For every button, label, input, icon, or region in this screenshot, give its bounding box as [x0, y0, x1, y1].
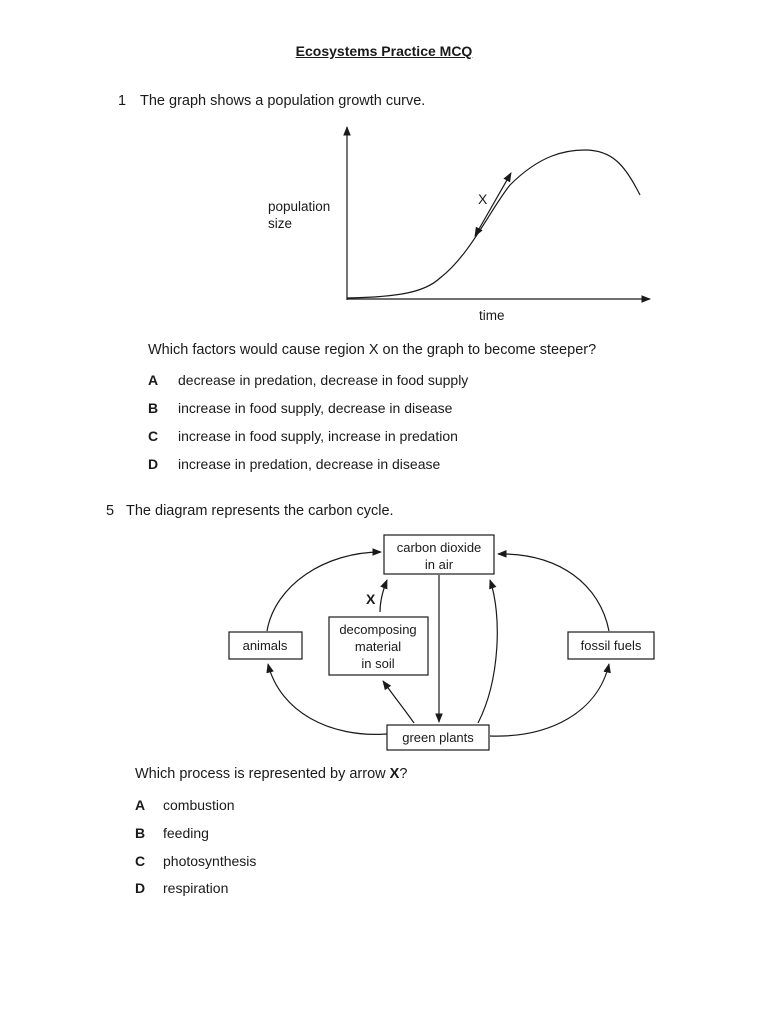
q5-question-bold: X	[389, 766, 400, 782]
q1-option-d-letter: D	[148, 456, 159, 472]
q5-question	[135, 766, 407, 782]
q5-option-d-text: respiration	[163, 880, 229, 896]
decomp-to-co2-arrow-x	[380, 580, 387, 612]
q5-option-a-letter: A	[135, 797, 146, 813]
growth-curve	[347, 150, 640, 298]
plants-to-fossil-arrow	[490, 664, 609, 736]
q1-option-a-letter: A	[148, 372, 159, 388]
q5-option-a-text: combustion	[163, 797, 235, 813]
y-axis-label-line2: size	[268, 216, 293, 231]
x-axis-label: time	[479, 308, 505, 323]
q1-option-c-text: increase in food supply, increase in predation	[178, 428, 458, 444]
q5-question-pre: Which process is represented by arrow	[135, 766, 390, 782]
q1-option-b-text: increase in food supply, decrease in disease	[178, 400, 453, 416]
region-x-label: X	[478, 191, 488, 207]
q1-option-d-text: increase in predation, decrease in disease	[178, 456, 441, 472]
co2-label-line2: in air	[424, 557, 454, 572]
q5-number: 5	[106, 503, 115, 519]
q1-stem: The graph shows a population growth curve.	[140, 93, 426, 109]
q1-number: 1	[118, 93, 127, 109]
plants-to-decomp-arrow	[383, 681, 414, 723]
fossil-fuels-label: fossil fuels	[580, 638, 642, 653]
plants-to-co2-arrow	[478, 580, 497, 723]
q1-option-c-letter: C	[148, 428, 159, 444]
arrow-x-label: X	[366, 591, 376, 607]
q1-option-a-text: decrease in predation, decrease in food supply	[178, 372, 469, 388]
co2-label-line1: carbon dioxide	[396, 540, 482, 555]
q5-stem: The diagram represents the carbon cycle.	[126, 503, 394, 519]
q5-question-post: ?	[399, 766, 408, 782]
decomp-label-line2: material	[354, 639, 402, 654]
q1-option-b-letter: B	[148, 400, 159, 416]
y-axis-label-line1: population	[268, 199, 331, 214]
decomp-label-line3: in soil	[361, 656, 395, 671]
animals-label: animals	[242, 638, 288, 653]
fossil-to-co2-arrow	[498, 554, 609, 631]
decomp-label-line1: decomposing	[339, 622, 417, 637]
q5-option-b-letter: B	[135, 825, 146, 841]
page-title: Ecosystems Practice MCQ	[295, 43, 473, 59]
q5-option-c-letter: C	[135, 853, 146, 869]
q5-option-d-letter: D	[135, 880, 146, 896]
q1-question: Which factors would cause region X on the graph to become steeper?	[148, 342, 597, 358]
q5-option-b-text: feeding	[163, 825, 209, 841]
q5-option-c-text: photosynthesis	[163, 853, 257, 869]
green-plants-label: green plants	[402, 730, 474, 745]
